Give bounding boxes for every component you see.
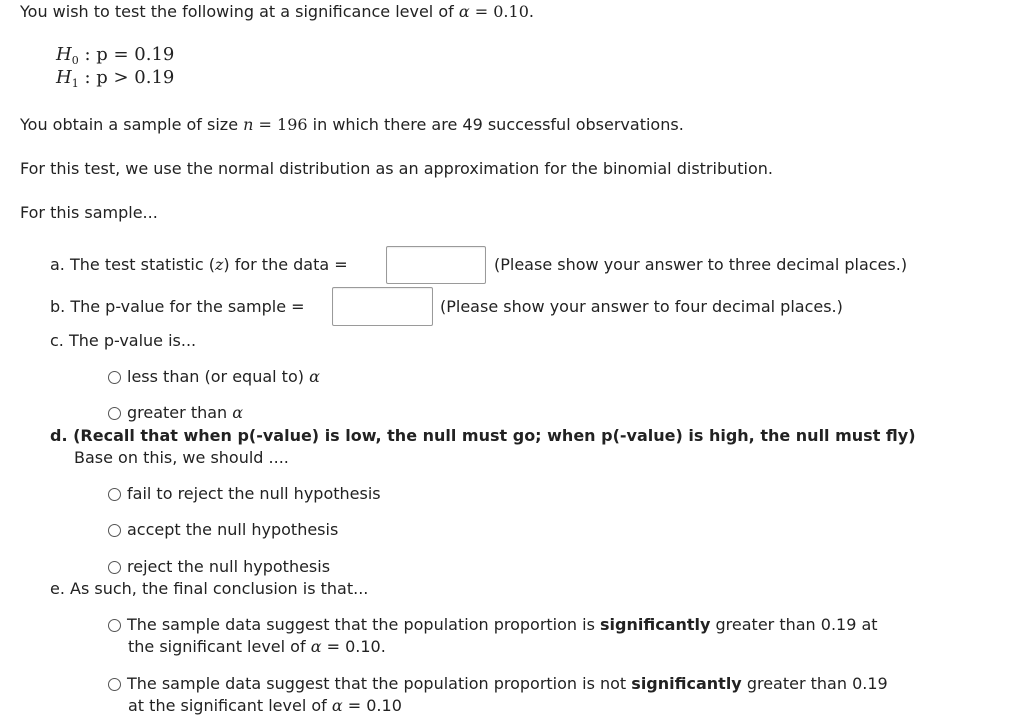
alpha-symbol: α xyxy=(458,2,470,21)
option-reject-null[interactable]: reject the null hypothesis xyxy=(108,557,330,577)
radio-button[interactable] xyxy=(108,407,121,420)
radio-button[interactable] xyxy=(108,488,121,501)
option-accept-null[interactable]: accept the null hypothesis xyxy=(108,520,338,540)
radio-button[interactable] xyxy=(108,524,121,537)
option-fail-to-reject[interactable]: fail to reject the null hypothesis xyxy=(108,484,381,504)
option-significantly-greater[interactable]: The sample data suggest that the population proportion is significantly greater than 0.19 at xyxy=(108,615,878,635)
part-b-hint: (Please show your answer to four decimal places.) xyxy=(440,297,843,316)
option-significantly-greater-line2: the significant level of α = 0.10. xyxy=(128,637,386,656)
sample-text: You obtain a sample of size n = 196 in which there are 49 successful observations. xyxy=(20,115,684,134)
intro-prefix: You wish to test the following at a significance level of xyxy=(20,2,459,21)
alternative-hypothesis: $H_1$ : p > 0.19 xyxy=(56,67,175,90)
part-b-label: b. The p-value for the sample = xyxy=(50,297,305,316)
option-greater-than-alpha[interactable]: greater than α xyxy=(108,403,243,423)
part-a-label: a. The test statistic (z) for the data = xyxy=(50,255,348,274)
p-value-input[interactable] xyxy=(332,287,433,326)
part-a-hint: (Please show your answer to three decimal places.) xyxy=(494,255,908,274)
intro-text xyxy=(20,2,534,22)
option-not-significantly-greater-line2: at the significant level of α = 0.10 xyxy=(128,696,402,715)
test-statistic-input[interactable] xyxy=(386,246,486,284)
radio-button[interactable] xyxy=(108,561,121,574)
part-d-sublabel: Base on this, we should .... xyxy=(74,448,289,467)
part-c-label: c. The p-value is... xyxy=(50,331,197,350)
null-hypothesis: $H_0$ : p = 0.19 xyxy=(56,44,175,67)
part-d-label: d. (Recall that when p(-value) is low, the null must go; when p(-value) is high, the null must fly) xyxy=(50,426,916,445)
radio-button[interactable] xyxy=(108,619,121,632)
n-symbol: n xyxy=(243,115,254,134)
z-symbol: z xyxy=(214,255,224,274)
option-less-than-alpha[interactable]: less than (or equal to) α xyxy=(108,367,320,387)
for-sample-text: For this sample... xyxy=(20,203,158,222)
radio-button[interactable] xyxy=(108,678,121,691)
option-not-significantly-greater[interactable]: The sample data suggest that the population proportion is not significantly greater than 0.19 xyxy=(108,674,888,694)
part-e-label: e. As such, the final conclusion is that... xyxy=(50,579,369,598)
approximation-text: For this test, we use the normal distribution as an approximation for the binomial distribution. xyxy=(20,159,773,178)
radio-button[interactable] xyxy=(108,371,121,384)
alpha-value: = 0.10. xyxy=(474,2,534,21)
